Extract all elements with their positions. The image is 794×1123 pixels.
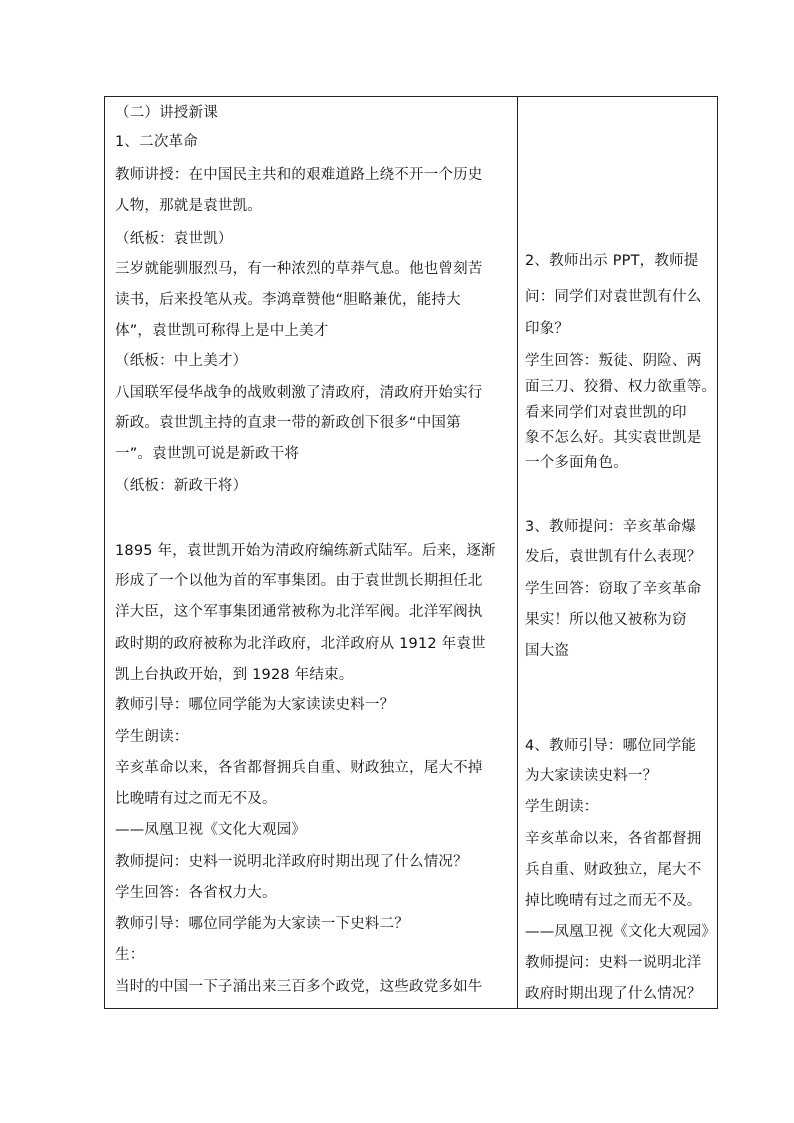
left-line: ——凤凰卫视《文化大观园》	[115, 822, 307, 838]
right-line: 辛亥革命以来，各省都督拥	[525, 831, 702, 847]
right-line: 政府时期出现了什么情况？	[525, 986, 702, 1002]
right-line: 4、教师引导：哪位同学能	[525, 738, 697, 754]
right-line: 看来同学们对袁世凯的印	[525, 405, 687, 421]
left-line: 形成了一个以他为首的军事集团。由于袁世凯长期担任北	[115, 573, 483, 589]
left-line: （纸板：中上美才）	[115, 353, 248, 369]
right-line: 果实！所以他又被称为窃	[525, 612, 687, 628]
right-line: 教师提问：史料一说明北洋	[525, 955, 702, 971]
right-line: 兵自重、财政独立，尾大不	[525, 862, 702, 878]
left-line: （二）讲授新课	[115, 105, 218, 121]
left-line: 比晚晴有过之而无不及。	[115, 791, 277, 807]
left-line: 教师引导：哪位同学能为大家读一下史料二？	[115, 916, 409, 932]
left-line: 凯上台执政开始，到 1928 年结束。	[115, 667, 354, 683]
left-line: 当时的中国一下子涌出来三百多个政党，这些政党多如牛	[115, 979, 483, 995]
right-line: 2、教师出示 PPT，教师提	[525, 253, 699, 269]
right-line: 印象？	[525, 321, 570, 337]
right-line: ——凤凰卫视《文化大观园》	[525, 924, 717, 940]
left-line: 读书，后来投笔从戎。李鸿章赞他“胆略兼优，能持大	[115, 292, 461, 308]
left-line: 教师引导：哪位同学能为大家读读史料一？	[115, 697, 395, 713]
left-line: 1、二次革命	[115, 134, 198, 150]
left-line: 体”，袁世凯可称得上是中上美才	[115, 323, 329, 339]
left-line: （纸板：袁世凯）	[115, 231, 233, 247]
right-line: 学生回答：窃取了辛亥革命	[525, 581, 702, 597]
left-line: 生：	[115, 947, 145, 963]
left-line: （纸板：新政干将）	[115, 478, 248, 494]
right-line: 为大家读读史料一？	[525, 768, 658, 784]
left-line: 政时期的政府被称为北洋政府，北洋政府从 1912 年袁世	[115, 636, 486, 652]
right-line: 掉比晚晴有过之而无不及。	[525, 893, 702, 909]
right-line: 3、教师提问：辛亥革命爆	[525, 519, 697, 535]
column-divider	[517, 97, 518, 1008]
right-line: 面三刀、狡猾、权力欲重等。	[525, 379, 717, 395]
left-line: 三岁就能驯服烈马，有一种浓烈的草莽气息。他也曾刻苦	[115, 261, 483, 277]
right-line: 学生回答：叛徒、阴险、两	[525, 353, 702, 369]
right-line: 发后，袁世凯有什么表现？	[525, 549, 702, 565]
right-line: 国大盗	[525, 643, 570, 659]
right-line: 一个多面角色。	[525, 455, 628, 471]
left-line: 教师讲授：在中国民主共和的艰难道路上绕不开一个历史	[115, 167, 483, 183]
left-line: 洋大臣，这个军事集团通常被称为北洋军阀。北洋军阀执	[115, 604, 483, 620]
right-line: 象不怎么好。其实袁世凯是	[525, 430, 702, 446]
left-line: 1895 年，袁世凯开始为清政府编练新式陆军。后来，逐渐	[115, 543, 496, 559]
right-line: 问：同学们对袁世凯有什么	[525, 289, 702, 305]
left-line: 教师提问：史料一说明北洋政府时期出现了什么情况？	[115, 854, 468, 870]
left-line: 新政。袁世凯主持的直隶一带的新政创下很多“中国第	[115, 415, 461, 431]
left-line: 人物，那就是袁世凯。	[115, 198, 262, 214]
left-line: 八国联军侵华战争的战败刺激了清政府，清政府开始实行	[115, 385, 483, 401]
left-line: 一”。袁世凯可说是新政干将	[115, 446, 300, 462]
left-line: 学生回答：各省权力大。	[115, 885, 277, 901]
left-line: 学生朗读：	[115, 729, 189, 745]
left-line: 辛亥革命以来，各省都督拥兵自重、财政独立，尾大不掉	[115, 760, 483, 776]
right-line: 学生朗读：	[525, 799, 599, 815]
lesson-table	[104, 96, 718, 1009]
